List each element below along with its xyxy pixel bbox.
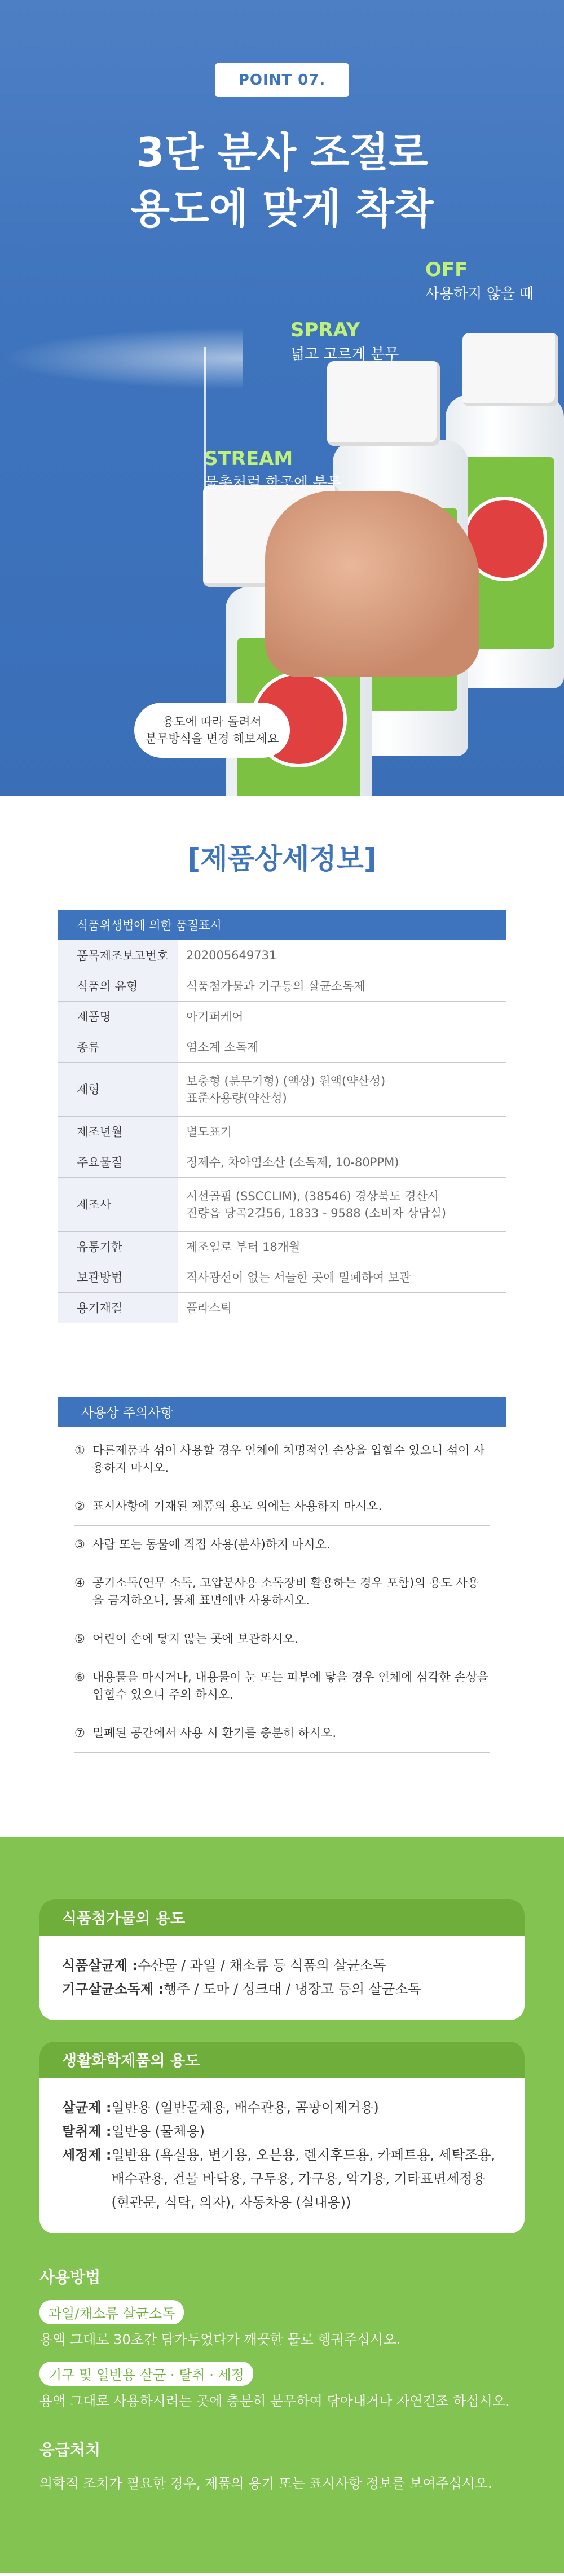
tip-line1: 용도에 따라 돌려서 [162,715,262,729]
mode-spray-name: SPRAY [290,319,360,341]
table-row: 주요물질 정제수, 차아염소산 (소독제, 10-80PPM) [58,1147,506,1177]
mode-off-name: OFF [425,258,468,281]
list-item: ① 다른제품과 섞어 사용할 경우 인체에 치명적인 손상을 입힐수 있으니 섞어 사용하지 마시오. [74,1432,490,1487]
list-item: ⑦ 밀폐된 공간에서 사용 시 환기를 충분히 하시오. [74,1714,490,1753]
hero-title-line1: 3단 분사 조절로 [136,129,428,176]
table-row: 종류 염소계 소독제 [58,1032,506,1062]
tip-line2: 분무방식을 변경 해보세요 [145,732,279,745]
table-row: 식품의 유형 식품첨가물과 기구등의 살균소독제 [58,971,506,1001]
usage-section [0,1837,564,2573]
emergency-text: 의학적 조치가 필요한 경우, 제품의 용기 또는 표시사항 정보를 보여주십시오. [39,2475,492,2491]
card-title: 생활화학제품의 용도 [39,2042,525,2078]
table-row: 제조년월 별도표기 [58,1116,506,1147]
point-badge: POINT 07. [215,63,349,97]
table-header: 식품위생법에 의한 품질표시 [58,910,506,940]
nozzle-back [462,333,558,406]
mode-stream-desc: 물총처럼 한곳에 분무 [204,475,341,491]
cell-line2: 진량읍 당곡2길56, 1833 - 9588 (소비자 상담실) [186,1206,447,1220]
usage-row: 탈취제 : 일반용 (물체용) [62,2123,205,2139]
table-row: 제품명 아기퍼케어 [58,1001,506,1032]
nozzle-middle [327,361,440,446]
product-info-title: [제품상세정보] [187,842,377,875]
hero-title-line2: 용도에 맞게 착착 [130,185,434,232]
table-row: 용기재질 플라스틱 [58,1292,506,1323]
table-row: 유통기한 제조일로 부터 18개월 [58,1231,506,1262]
emergency-title: 응급처치 [39,2440,101,2459]
usage-method [39,2265,525,2494]
list-item: ② 표시사항에 기재된 제품의 용도 외에는 사용하지 마시오. [74,1487,490,1526]
hand-image [265,491,479,677]
list-item: ⑤ 어린이 손에 닿지 않는 곳에 보관하시오. [74,1620,490,1658]
method-title: 사용방법 [39,2267,101,2287]
spray-mist [0,327,243,389]
usage-row: 세정제 : 일반용 (욕실용, 변기용, 오븐용, 렌지후드용, 카페트용, 세탁조용, 배수관용, 건물 바닥용, 구두용, 가구용, 악기용, 기타표면세정용 (현관문, 식탁, 의자), 자동차용 (실내용)) [62,2147,496,2210]
hero-banner [0,0,564,796]
chemical-product-card [39,2042,525,2233]
food-additive-card [39,1899,525,2020]
cell-line1: 시선골핌 (SSCCLIM), (38546) 경상북도 경산시 [186,1190,439,1203]
table-row: 보관방법 직사광선이 없는 서늘한 곳에 밀폐하여 보관 [58,1262,506,1292]
tip-bubble [134,703,290,758]
mode-spray-desc: 넓고 고르게 분무 [290,346,399,363]
mode-off-desc: 사용하지 않을 때 [425,286,534,302]
caution-header: 사용상 주의사항 [58,1397,506,1427]
table-row: 품목제조보고번호 202005649731 [58,940,506,971]
list-item: ④ 공기소독(연무 소독, 고압분사용 소독장비 활용하는 경우 포함)의 용도 사용을 금지하오니, 물체 표면에만 사용하시오. [74,1564,490,1620]
table-row: 제조사 시선골핌 (SSCCLIM), (38546) 경상북도 경산시 진량읍 당곡2길56, 1833 - 9588 (소비자 상담실) [58,1177,506,1231]
list-item: ③ 사람 또는 동물에 직접 사용(분사)하지 마시오. [74,1526,490,1564]
usage-row: 식품살균제 : 수산물 / 과일 / 채소류 등 식품의 살균소독 [62,1957,386,1973]
usage-row: 기구살균소독제 : 행주 / 도마 / 싱크대 / 냉장고 등의 살균소독 [62,1981,421,1997]
method-tag: 과일/채소류 살균소독 [39,2300,184,2324]
card-title: 식품첨가물의 용도 [39,1899,525,1936]
usage-row: 살균제 : 일반용 (일반물체용, 배수관용, 곰팡이제거용) [62,2099,379,2116]
mode-stream-name: STREAM [204,447,293,470]
product-info-table [58,910,506,1323]
method-text: 용액 그대로 사용하시려는 곳에 충분히 분무하여 닦아내거나 자연건조 하십시오. [39,2393,510,2409]
method-text: 용액 그대로 30초간 담가두었다가 깨끗한 물로 헹궈주십시오. [39,2331,401,2347]
method-tag: 기구 및 일반용 살균 · 탈취 · 세정 [39,2362,253,2386]
cell-line2: 표준사용량(약산성) [186,1091,287,1105]
cell-line1: 보충형 (분무기형) (액상) 원액(약산성) [186,1074,386,1088]
table-row: 제형 보충형 (분무기형) (액상) 원액(약산성) 표준사용량(약산성) [58,1062,506,1116]
list-item: ⑥ 내용물을 마시거나, 내용물이 눈 또는 피부에 닿을 경우 인체에 심각한 손상을 입힐수 있으니 주의 하시오. [74,1658,490,1714]
caution-list [74,1432,490,1753]
